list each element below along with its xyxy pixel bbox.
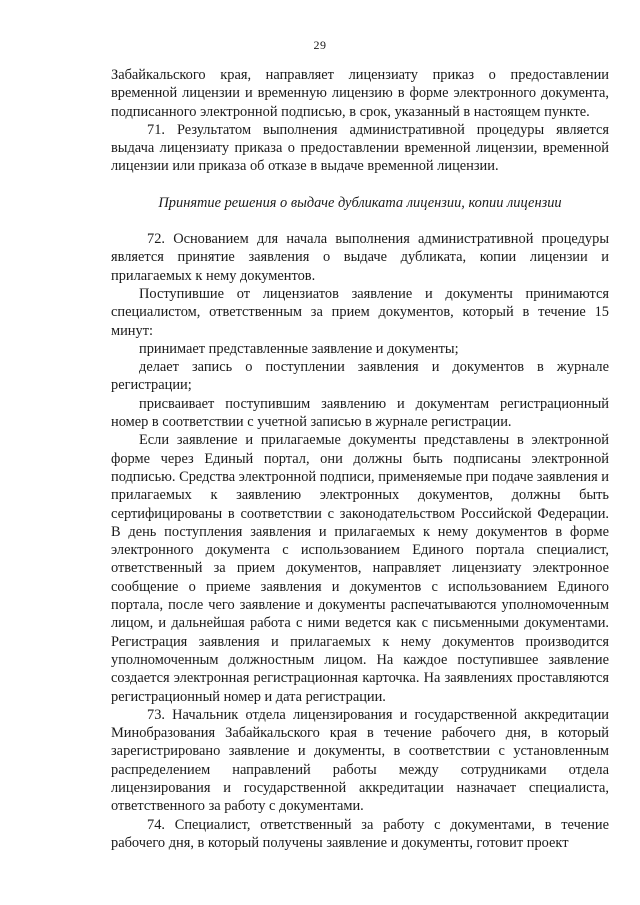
list-item-accepts: принимает представленные заявление и документы;	[139, 340, 459, 357]
paragraph-continuation: Забайкальского края, направляет лицензиату приказ о предоставлении временной лицензии и временную лицензию в форме электронного документа, подписанного электронной подписью, в срок, указанный в настоящем пункте.	[111, 67, 609, 120]
paragraph-74: 74. Специалист, ответственный за работу с документами, в течение рабочего дня, в который получены заявление и документы, готовит проект	[111, 816, 609, 851]
section-heading: Принятие решения о выдаче дубликата лицензии, копии лицензии	[158, 194, 562, 211]
document-body	[111, 66, 609, 852]
paragraph-73: 73. Начальник отдела лицензирования и государственной аккредитации Минобразования Забайкальского края в течение рабочего дня, в который зарегистрировано заявление и документы, в соответствии с установленным распределением направлений работы между сотрудниками отдела лицензирования и государственной аккредитации назначает специалиста, ответственного за работу с документами.	[111, 706, 609, 815]
list-item-records: делает запись о поступлении заявления и документов в журнале регистрации;	[111, 359, 609, 394]
list-item-assigns: присваивает поступившим заявлению и документам регистрационный номер в соответствии с учетной записью в журнале регистрации.	[111, 395, 609, 431]
paragraph-received-docs: Поступившие от лицензиатов заявление и документы принимаются специалистом, ответственным за прием документов, который в течение 15 минут:	[111, 285, 609, 339]
paragraph-electronic-form: Если заявление и прилагаемые документы представлены в электронной форме через Единый портал, они должны быть подписаны электронной подписью. Средства электронной подписи, применяемые при подаче заявления и прилагаемых к заявлению электронных документов, должны быть сертифицированы в соответствии с законодательством Российской Федерации. В день поступления заявления и прилагаемых к нему документов в форме электронного документа с использованием Единого портала специалист, ответственный за прием документов, направляет лицензиату электронное сообщение о приеме заявления и документов с использованием Единого портала, после чего заявление и документы распечатываются уполномоченным лицом, и дальнейшая работа с ними ведется как с письменными документами. Регистрация заявления и прилагаемых к нему документов производится уполномоченным должностным лицом. На каждое поступившее заявление создается электронная регистрационная карточка. На заявлениях проставляются регистрационный номер и дата регистрации.	[111, 432, 609, 705]
page-number: 29	[313, 38, 327, 52]
paragraph-72: 72. Основанием для начала выполнения административной процедуры является принятие заявления о выдаче дубликата, копии лицензии и прилагаемых к нему документов.	[111, 231, 609, 284]
paragraph-71: 71. Результатом выполнения административной процедуры является выдача лицензиату приказа о предоставлении временной лицензии, временной лицензии или приказа об отказе в выдаче временной лицензии.	[111, 121, 609, 175]
